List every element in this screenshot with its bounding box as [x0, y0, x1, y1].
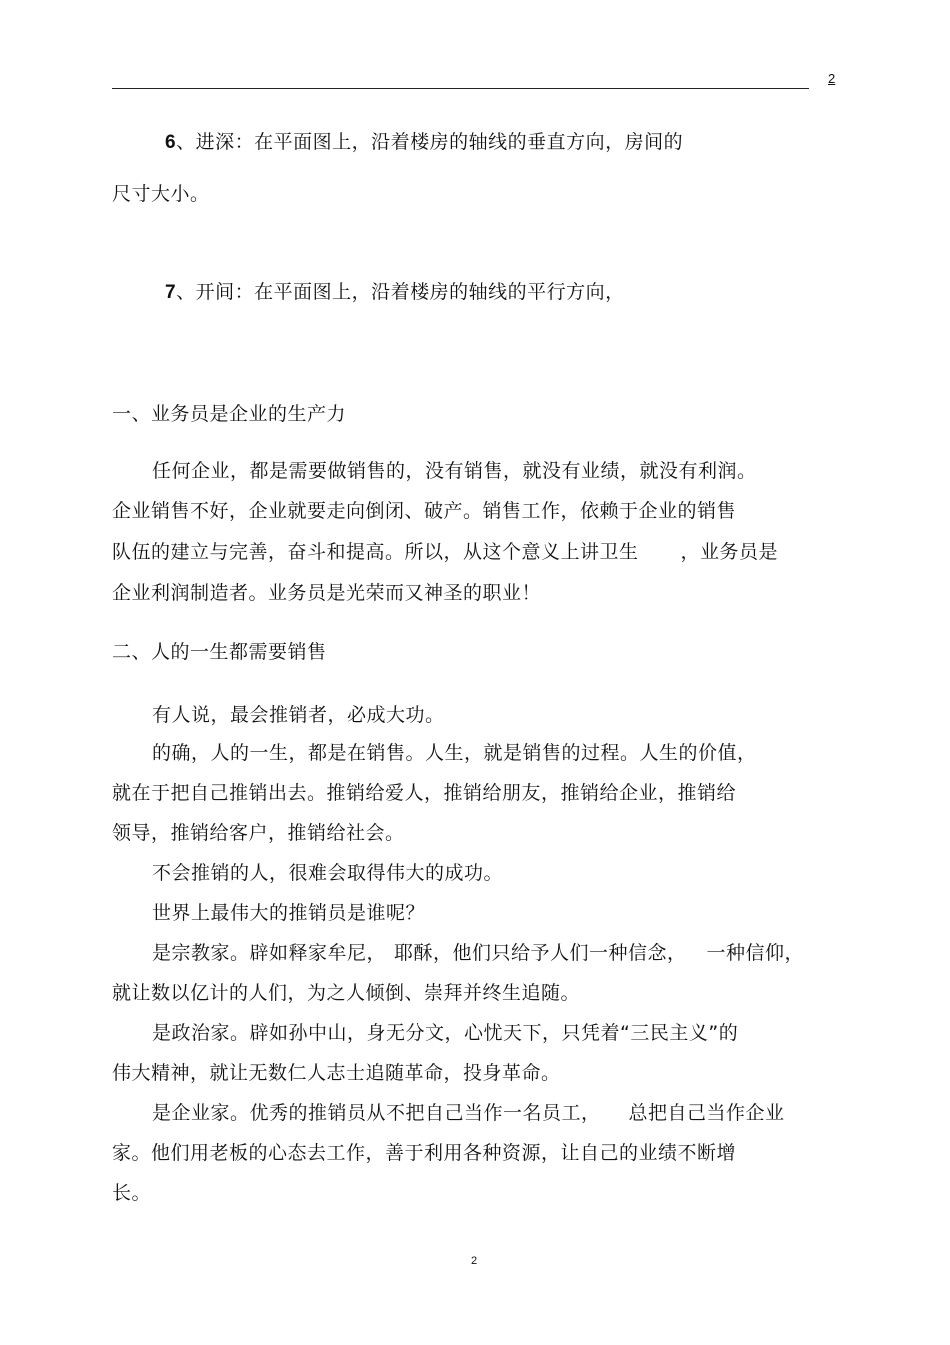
paragraph-line — [152, 1101, 785, 1125]
paragraph-line — [152, 941, 804, 965]
paragraph-line: 就在于把自己推销出去。推销给爱人，推销给朋友，推销给企业，推销给 — [112, 782, 737, 804]
definition-item-6 — [165, 130, 683, 155]
definition-item-7 — [165, 280, 625, 305]
text-segment: ，业务员是 — [680, 541, 779, 563]
text-segment: 耶酥，他们只给予人们一种信念， — [394, 942, 687, 964]
paragraph-line: 就让数以亿计的人们，为之人倾倒、崇拜并终生追随。 — [112, 982, 581, 1004]
paragraph-line: 世界上最伟大的推销员是谁呢？ — [152, 902, 426, 924]
item-number: 7 — [165, 282, 177, 303]
paragraph-line: 领导，推销给客户，推销给社会。 — [112, 822, 405, 844]
text-segment: 总把自己当作企业 — [628, 1102, 785, 1124]
section-heading-1: 一、业务员是企业的生产力 — [112, 403, 347, 425]
paragraph-line: 长。 — [112, 1182, 152, 1204]
paragraph-line: 伟大精神，就让无数仁人志士追随革命，投身革命。 — [112, 1062, 561, 1084]
paragraph-line: 企业利润制造者。业务员是光荣而又神圣的职业！ — [112, 582, 542, 604]
header-page-number: 2 — [828, 71, 836, 86]
item-number: 6 — [165, 132, 177, 153]
item-text: 、开间：在平面图上，沿着楼房的轴线的平行方向， — [176, 281, 625, 303]
definition-item-6-continued: 尺寸大小。 — [112, 183, 210, 205]
text-segment: 一种信仰， — [706, 942, 805, 964]
header-rule — [112, 88, 809, 89]
paragraph-line — [112, 540, 778, 564]
paragraph-line: 家。他们用老板的心态去工作，善于利用各种资源，让自己的业绩不断增 — [112, 1142, 737, 1164]
paragraph-line: 的确，人的一生，都是在销售。人生，就是销售的过程。人生的价值， — [152, 742, 757, 764]
text-segment: 队伍的建立与完善，奋斗和提高。所以，从这个意义上讲卫生 — [112, 541, 639, 563]
paragraph-line: 企业销售不好，企业就要走向倒闭、破产。销售工作，依赖于企业的销售 — [112, 500, 737, 522]
paragraph-line: 有人说，最会推销者，必成大功。 — [152, 704, 445, 726]
paragraph-line: 是政治家。辟如孙中山，身无分文，心忧天下，只凭着“三民主义”的 — [152, 1022, 739, 1044]
section-heading-2: 二、人的一生都需要销售 — [112, 641, 327, 663]
footer-page-number: 2 — [471, 1255, 478, 1267]
paragraph-line: 任何企业，都是需要做销售的，没有销售，就没有业绩，就没有利润。 — [152, 460, 757, 482]
paragraph-line: 不会推销的人，很难会取得伟大的成功。 — [152, 862, 504, 884]
item-text: 、进深：在平面图上，沿着楼房的轴线的垂直方向，房间的 — [176, 131, 684, 153]
text-segment: 是宗教家。辟如释家牟尼， — [152, 942, 387, 964]
text-segment: 是企业家。优秀的推销员从不把自己当作一名员工， — [152, 1102, 601, 1124]
